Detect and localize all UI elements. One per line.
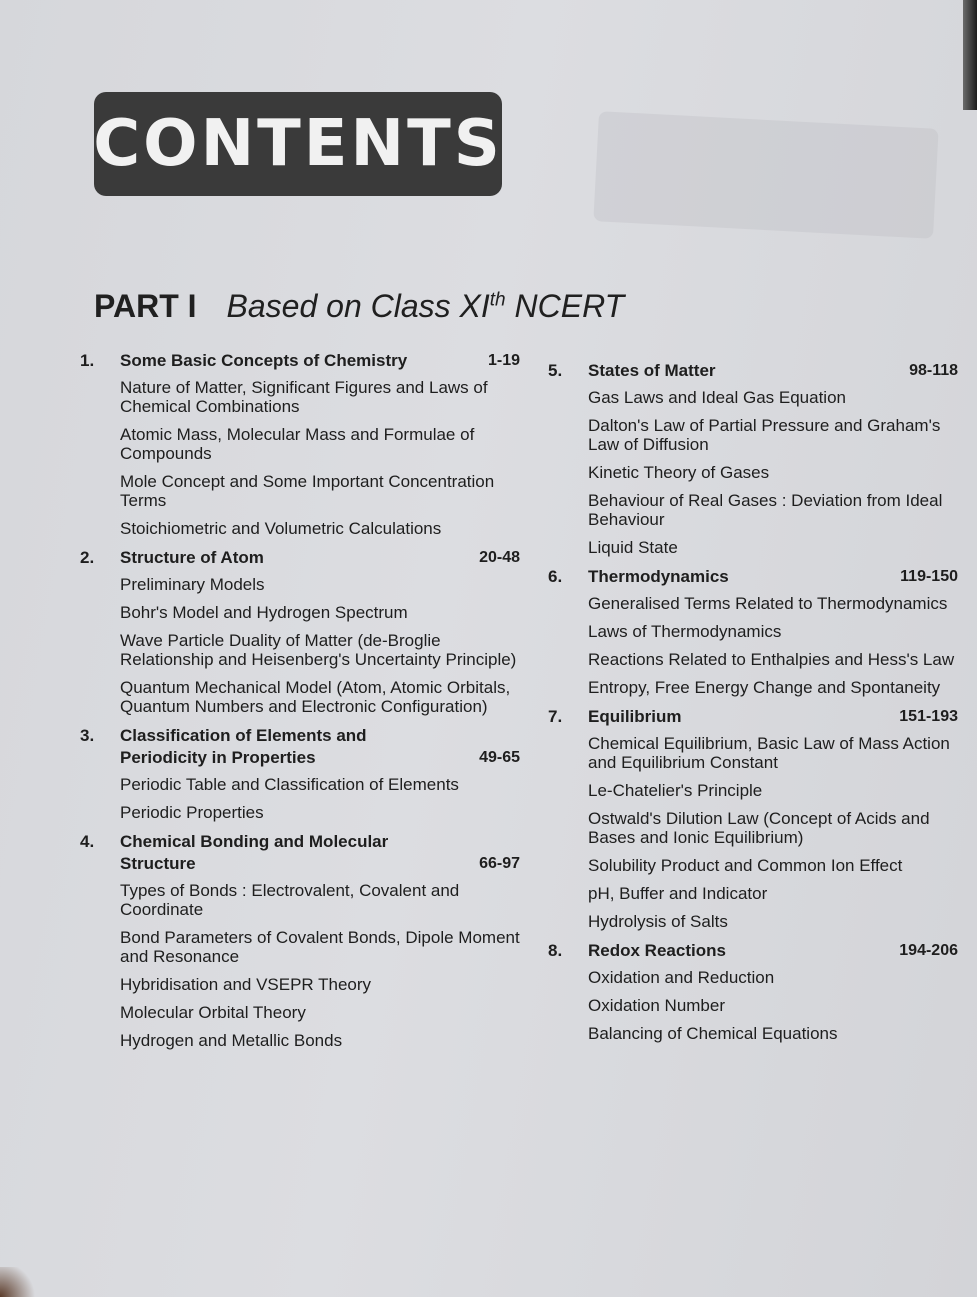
- chapter-pages: 20-48: [479, 549, 520, 566]
- chapter-heading: [80, 831, 520, 875]
- part-title: [227, 288, 625, 325]
- topic-item: Dalton's Law of Partial Pressure and Graham's Law of Diffusion: [588, 416, 941, 454]
- chapter-pages: 194-206: [899, 942, 958, 959]
- part-heading: [94, 288, 624, 338]
- left-column: [80, 350, 520, 1059]
- chapter-title: States of Matter: [588, 361, 716, 380]
- topic-item: Oxidation Number: [588, 996, 726, 1015]
- chapter-pages: 1-19: [487, 352, 520, 369]
- chapter-number: 5.: [548, 361, 563, 380]
- chapter-pages: 151-193: [899, 708, 958, 725]
- chapter-entry: [80, 831, 520, 1050]
- chapter-heading: [548, 566, 958, 588]
- topic-item: Entropy, Free Energy Change and Spontaneity: [588, 678, 941, 697]
- chapter-title: Structure of Atom: [120, 548, 264, 567]
- part-label: PART I: [94, 288, 197, 324]
- page-edge-shadow: [963, 0, 977, 110]
- chapter-number: 2.: [80, 548, 95, 567]
- topic-item: Bond Parameters of Covalent Bonds, Dipole Moment and Resonance: [120, 928, 520, 966]
- topic-item: Generalised Terms Related to Thermodynamics: [588, 594, 948, 613]
- topic-item: Mole Concept and Some Important Concentration Terms: [120, 472, 495, 510]
- chapter-pages: 98-118: [909, 362, 958, 379]
- topic-item: Stoichiometric and Volumetric Calculations: [120, 519, 442, 538]
- topic-item: Le-Chatelier's Principle: [588, 781, 763, 800]
- chapter-title: Some Basic Concepts of Chemistry: [120, 351, 408, 370]
- topic-item: Preliminary Models: [120, 575, 265, 594]
- chapter-heading: [80, 547, 520, 569]
- topic-item: Ostwald's Dilution Law (Concept of Acids and Bases and Ionic Equilibrium): [588, 809, 930, 847]
- chapter-pages: 119-150: [900, 568, 958, 585]
- topic-item: Gas Laws and Ideal Gas Equation: [588, 388, 846, 407]
- chapter-title: Redox Reactions: [588, 941, 726, 960]
- topic-item: Balancing of Chemical Equations: [588, 1024, 838, 1043]
- chapter-entry: [548, 566, 958, 697]
- page-title: CONTENTS: [93, 107, 503, 181]
- corner-shadow: [0, 1267, 40, 1297]
- topic-item: Hydrolysis of Salts: [588, 912, 728, 931]
- topic-item: Hydrogen and Metallic Bonds: [120, 1031, 343, 1050]
- topic-item: Liquid State: [588, 538, 678, 557]
- topic-item: Wave Particle Duality of Matter (de-Broglie Relationship and Heisenberg's Uncertainty Principle): [120, 631, 517, 669]
- chapter-pages: 49-65: [479, 749, 520, 766]
- topic-item: Quantum Mechanical Model (Atom, Atomic Orbitals, Quantum Numbers and Electronic Configuration): [120, 678, 511, 716]
- chapter-heading: [80, 725, 520, 769]
- chapter-title: Chemical Bonding and Molecular Structure: [120, 832, 389, 873]
- part-title-sup: th: [489, 289, 506, 311]
- chapter-pages: 66-97: [479, 855, 520, 872]
- topic-item: Nature of Matter, Significant Figures and Laws of Chemical Combinations: [120, 378, 488, 416]
- chapter-title: Equilibrium: [588, 707, 682, 726]
- topic-item: Periodic Table and Classification of Elements: [120, 775, 459, 794]
- chapter-entry: [548, 940, 958, 1043]
- chapter-number: 7.: [548, 707, 563, 726]
- part-title-suffix: NCERT: [505, 288, 625, 324]
- chapter-title: Thermodynamics: [588, 567, 729, 586]
- topic-item: pH, Buffer and Indicator: [588, 884, 768, 903]
- chapter-entry: [80, 547, 520, 716]
- topic-item: Behaviour of Real Gases : Deviation from Ideal Behaviour: [588, 491, 943, 529]
- chapter-number: 8.: [548, 941, 563, 960]
- topic-item: Kinetic Theory of Gases: [588, 463, 770, 482]
- chapter-heading: [80, 350, 520, 372]
- chapter-entry: [548, 706, 958, 931]
- show-through-block: [593, 111, 938, 239]
- chapter-number: 6.: [548, 567, 563, 586]
- chapter-heading: [548, 940, 958, 962]
- contents-banner: [94, 92, 502, 196]
- part-title-prefix: Based on Class XI: [226, 288, 490, 324]
- topic-item: Laws of Thermodynamics: [588, 622, 782, 641]
- topic-item: Reactions Related to Enthalpies and Hess's Law: [588, 650, 955, 669]
- topic-item: Types of Bonds : Electrovalent, Covalent and Coordinate: [120, 881, 460, 919]
- topic-item: Chemical Equilibrium, Basic Law of Mass Action and Equilibrium Constant: [588, 734, 950, 772]
- right-column: [548, 360, 958, 1052]
- topic-item: Solubility Product and Common Ion Effect: [588, 856, 903, 875]
- chapter-number: 1.: [80, 351, 95, 370]
- chapter-number: 3.: [80, 726, 95, 745]
- topic-item: Periodic Properties: [120, 803, 264, 822]
- chapter-heading: [548, 360, 958, 382]
- chapter-entry: [548, 360, 958, 557]
- chapter-entry: [80, 725, 520, 822]
- chapter-heading: [548, 706, 958, 728]
- topic-item: Atomic Mass, Molecular Mass and Formulae of Compounds: [120, 425, 475, 463]
- chapter-number: 4.: [80, 832, 95, 851]
- topic-item: Molecular Orbital Theory: [120, 1003, 306, 1022]
- chapter-title: Classification of Elements and Periodicity in Properties: [120, 726, 367, 767]
- topic-item: Oxidation and Reduction: [588, 968, 775, 987]
- topic-item: Bohr's Model and Hydrogen Spectrum: [120, 603, 408, 622]
- chapter-entry: [80, 350, 520, 538]
- topic-item: Hybridisation and VSEPR Theory: [120, 975, 372, 994]
